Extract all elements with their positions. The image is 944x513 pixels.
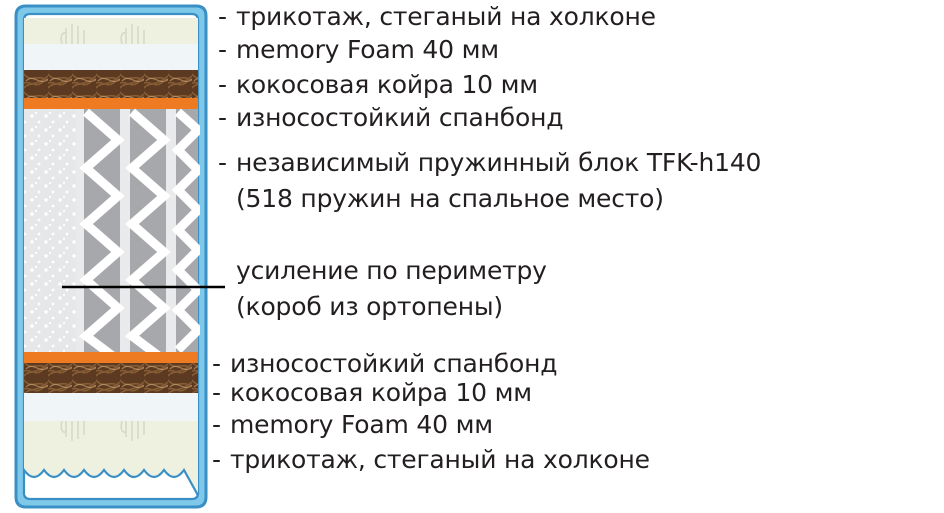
label-text: трикотаж, стеганый на холконе bbox=[236, 2, 656, 31]
label-text: независимый пружинный блок TFK-h140 bbox=[236, 148, 762, 177]
layer-memory-foam-bottom bbox=[24, 393, 198, 421]
label-dash: - bbox=[212, 445, 221, 474]
label-dash: - bbox=[218, 2, 227, 31]
layer-memory-foam-top bbox=[24, 44, 198, 70]
label-text: (короб из ортопены) bbox=[236, 292, 503, 321]
label-dash: - bbox=[218, 35, 227, 64]
mattress-layers bbox=[24, 14, 200, 499]
label-dash: - bbox=[218, 103, 227, 132]
label-text: (518 пружин на спальное место) bbox=[236, 184, 664, 213]
label-text: memory Foam 40 мм bbox=[236, 35, 499, 64]
label-text: износостойкий спанбонд bbox=[230, 349, 558, 378]
label-dash: - bbox=[212, 410, 221, 439]
label-text: трикотаж, стеганый на холконе bbox=[230, 445, 650, 474]
label-dash: - bbox=[218, 148, 227, 177]
label-text: усиление по периметру bbox=[236, 256, 547, 285]
layer-spunbond-bottom bbox=[24, 352, 198, 363]
label-text: memory Foam 40 мм bbox=[230, 410, 493, 439]
label-text: износостойкий спанбонд bbox=[236, 103, 564, 132]
label-dash: - bbox=[212, 349, 221, 378]
label-dash: - bbox=[218, 70, 227, 99]
label-text: кокосовая койра 10 мм bbox=[236, 70, 538, 99]
label-dash: - bbox=[212, 378, 221, 407]
perimeter-foam-box bbox=[24, 109, 76, 362]
layer-spunbond-top bbox=[24, 98, 198, 109]
layer-quilted-knit-top bbox=[24, 14, 198, 44]
label-text: кокосовая койра 10 мм bbox=[230, 378, 532, 407]
layer-coconut-coir-top bbox=[24, 70, 198, 98]
layer-coconut-coir-bottom bbox=[24, 363, 198, 393]
